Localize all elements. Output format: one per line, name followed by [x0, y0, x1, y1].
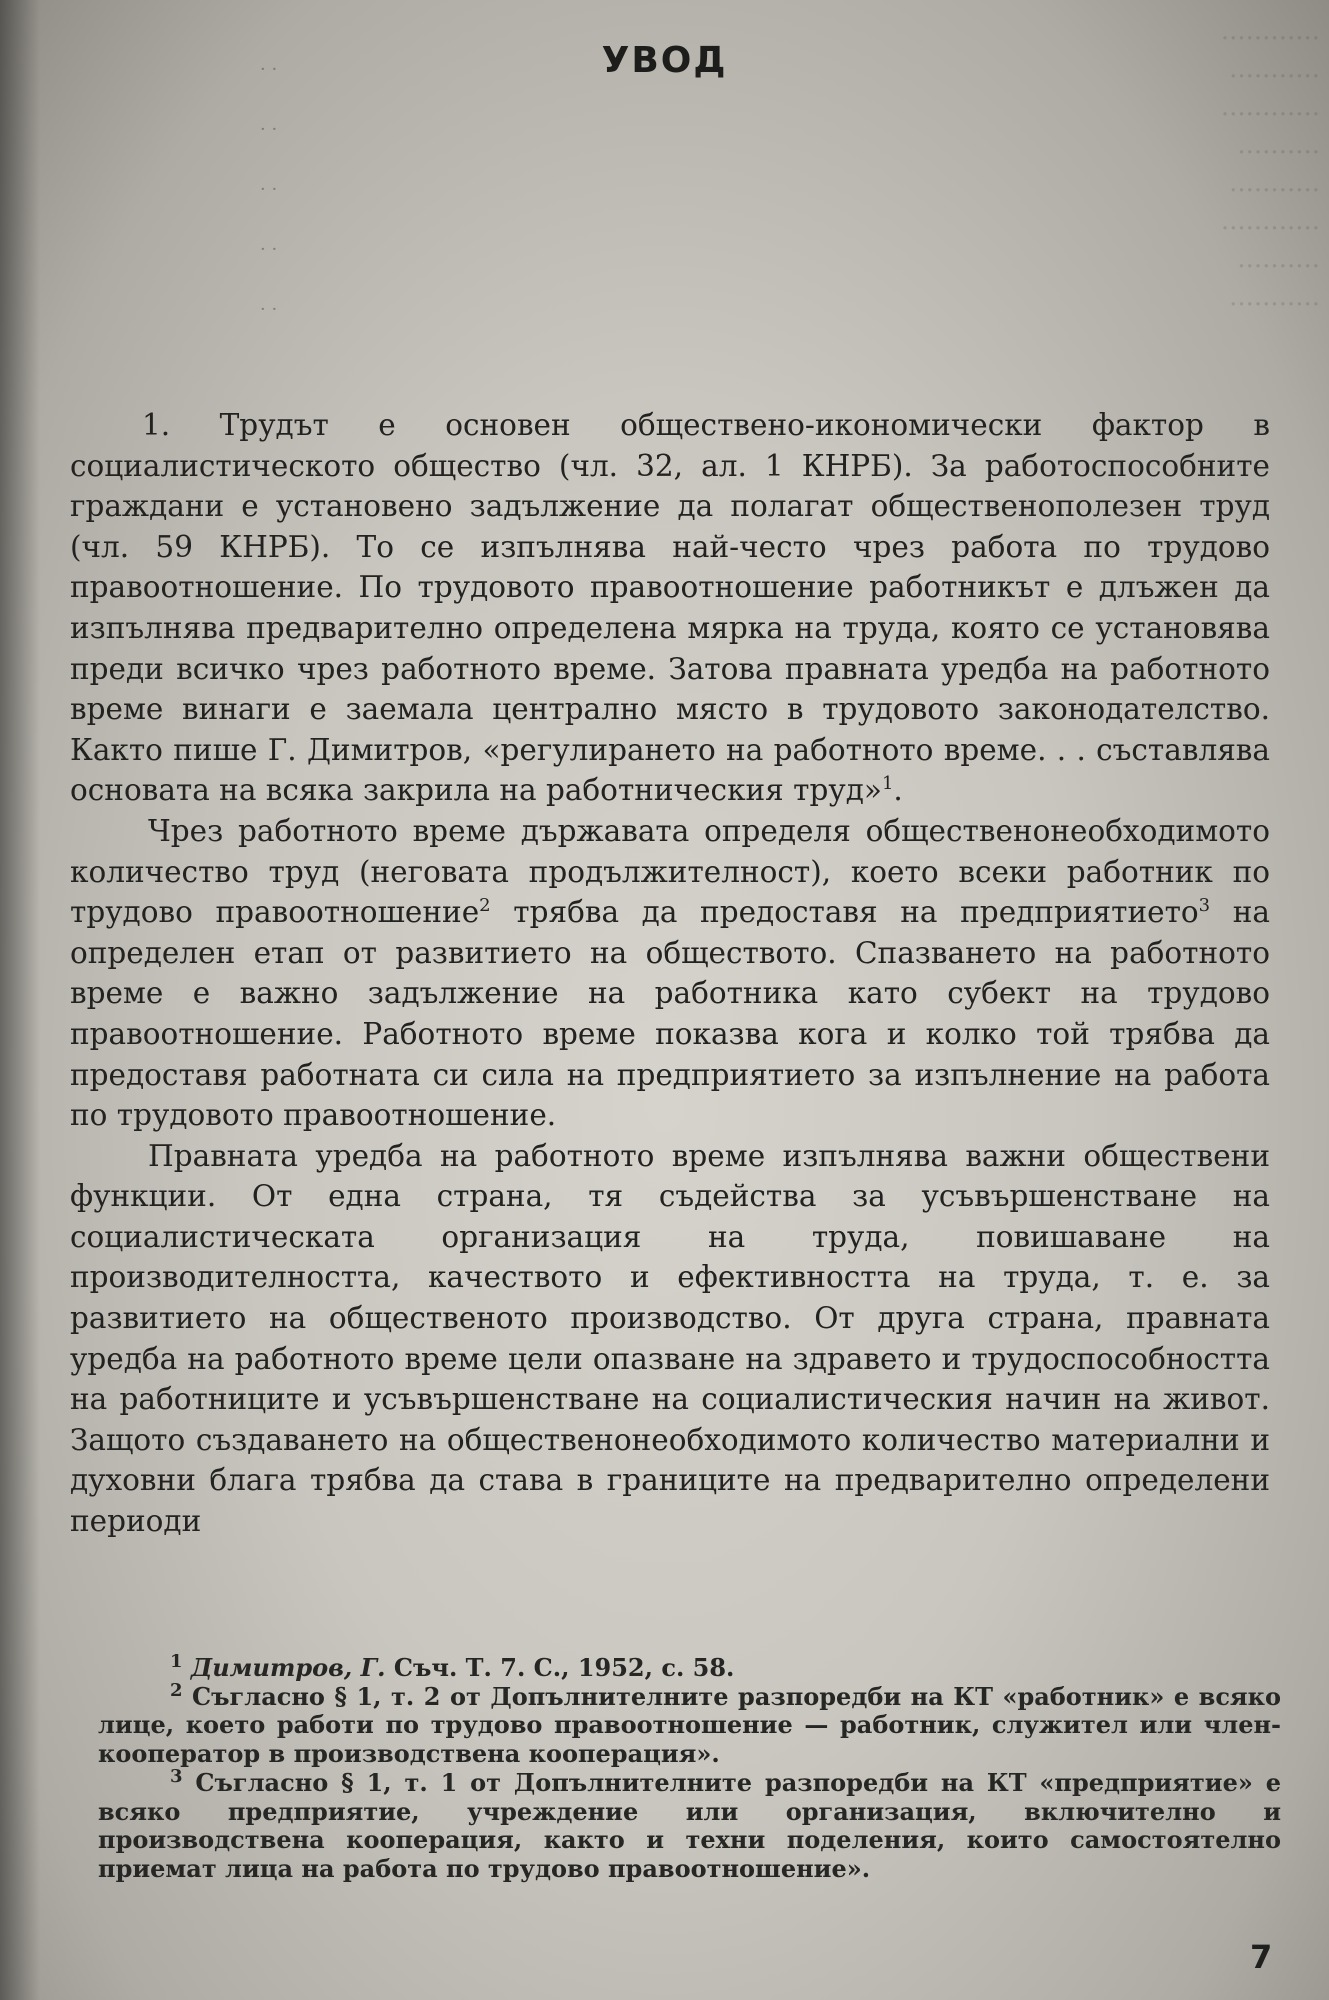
paragraph-2-text-b: трябва да предоставя на предприятието: [490, 895, 1199, 930]
paragraph-3: Правната уредба на работното време изпълнява важни обществени функции. От една страна, тя съдейства за усъвършенстване на социалистическата организация на труда, повишаване на производителността, качеството и ефективността на труда, т. е. за развитието на общественото производство. От друга страна, правната уредба на работното време цели опазване на здравето и трудоспособността на работниците и усъвършенстване на социалистическия начин на живот. Защото създаването на общественонеобходимото количество материални и духовни блага трябва да става в границите на предварително определени периоди: [70, 1138, 1270, 1539]
footnote-1-mark: 1: [170, 1651, 183, 1672]
footnote-ref-3[interactable]: 3: [1198, 895, 1211, 917]
paragraph-1-text: 1. Трудът е основен обществено-икономически фактор в социалистическото общество (чл. 32, ал. 1 КНРБ). За работоспособните граждани е установено задължение да полагат общественополезен труд (чл. 59 КНРБ). То се изпълнява най-често чрез работа по трудово правоотношение. По трудовото правоотношение работникът е длъжен да изпълнява предварително определена мярка на труда, която се установява преди всичко чрез работното време. Затова правната уредба на работното време винаги е заемала централно място в трудовото законодателство. Както пише Г. Димитров, «регулирането на работното време. . . съставлява основата на всяка закрила на работническия труд»: [70, 408, 1270, 808]
page-title: УВОД: [601, 40, 728, 81]
footnote-1-author: Димитров, Г.: [190, 1653, 386, 1682]
paragraph-2-text-c: на определен етап от развитието на обществото. Спазването на работното време е важно задължение на работника като субект на трудово правоотношение. Работното време показва кога и колко той трябва да предоставя работната си сила на предприятието за изпълнение на работа по трудовото правоотношение.: [70, 895, 1270, 1133]
footnote-2-mark: 2: [170, 1679, 183, 1701]
page-number: 7: [1250, 1938, 1273, 1976]
page-gutter-shadow: [0, 0, 40, 2000]
footnotes: [98, 1651, 1282, 1884]
footnote-ref-2[interactable]: 2: [479, 895, 491, 917]
paragraph-1-end: .: [893, 773, 903, 808]
footnote-3: [98, 1765, 1281, 1884]
footnote-1-text: Съч. Т. 7. С., 1952, с. 58.: [385, 1653, 735, 1682]
footnote-3-mark: 3: [170, 1765, 183, 1787]
footnote-2-text: Съгласно § 1, т. 2 от Допълнителните разпоредби на КТ «работник» е всяко лице, което работи по трудово правоотношение — работник, служител или член-кооператор в производствена кооперация».: [98, 1681, 1282, 1769]
paragraph-2-text-a: Чрез работното време държавата определя общественонеобходимото количество труд (неговата продължителност), което всеки работник по трудово правоотношение: [70, 813, 1270, 930]
footnote-ref-1[interactable]: 1: [881, 773, 894, 795]
footnote-2: [98, 1679, 1282, 1769]
show-through-bleed: ············ ··········· ············ ·········· ··········· ············ ·········· ···········: [1220, 24, 1320, 320]
paragraph-1: [70, 405, 1270, 811]
paragraph-2: [70, 811, 1270, 1136]
decorative-specks: · · · · · · · · · ·: [260, 59, 278, 320]
footnote-1: [98, 1651, 1281, 1683]
footnote-3-text: Съгласно § 1, т. 1 от Допълнителните разпоредби на КТ «предприятие» е всяко предприятие, учреждение или организация, включително и производствена кооперация, както и техни поделения, които самостоятелно приемат лица на работа по трудово правоотношение».: [98, 1767, 1281, 1883]
main-text: [70, 405, 1270, 1542]
